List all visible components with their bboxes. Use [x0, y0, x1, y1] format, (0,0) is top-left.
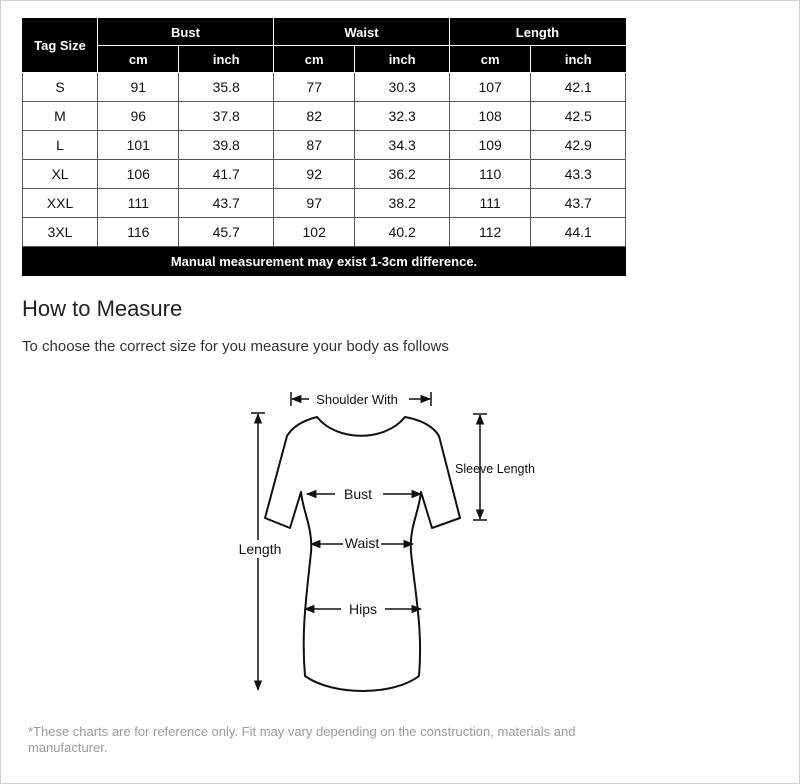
table-cell: 92 [273, 160, 354, 189]
header-tag-size: Tag Size [23, 19, 98, 73]
header-length: Length [449, 19, 625, 46]
table-cell: 87 [273, 131, 354, 160]
table-cell: 108 [449, 102, 530, 131]
table-cell: 34.3 [355, 131, 449, 160]
table-row [23, 131, 626, 160]
size-label-cell: 3XL [23, 218, 98, 247]
bust-label: Bust [343, 486, 373, 502]
table-cell: 43.3 [531, 160, 626, 189]
table-cell: 82 [273, 102, 354, 131]
table-body [23, 73, 626, 247]
header-bust: Bust [98, 19, 274, 46]
table-header-row [23, 19, 626, 46]
table-cell: 96 [98, 102, 179, 131]
table-cell: 102 [273, 218, 354, 247]
table-cell: 43.7 [531, 189, 626, 218]
unit-cell: inch [179, 46, 273, 73]
table-cell: 111 [449, 189, 530, 218]
table-note-row [23, 247, 626, 276]
size-label-cell: XL [23, 160, 98, 189]
measurement-note: Manual measurement may exist 1-3cm difference. [23, 247, 626, 276]
table-cell: 38.2 [355, 189, 449, 218]
unit-cell: cm [273, 46, 354, 73]
hips-label: Hips [348, 601, 378, 617]
table-cell: 112 [449, 218, 530, 247]
table-row [23, 73, 626, 102]
table-cell: 40.2 [355, 218, 449, 247]
table-cell: 110 [449, 160, 530, 189]
table-cell: 44.1 [531, 218, 626, 247]
unit-cell: inch [531, 46, 626, 73]
table-row [23, 102, 626, 131]
how-to-measure-intro: To choose the correct size for you measure your body as follows [22, 338, 449, 355]
table-cell: 101 [98, 131, 179, 160]
table-cell: 107 [449, 73, 530, 102]
table-cell: 42.1 [531, 73, 626, 102]
table-cell: 30.3 [355, 73, 449, 102]
table-cell: 43.7 [179, 189, 273, 218]
unit-cell: cm [449, 46, 530, 73]
table-cell: 35.8 [179, 73, 273, 102]
table-unit-row [23, 46, 626, 73]
table-row [23, 218, 626, 247]
table-cell: 77 [273, 73, 354, 102]
table-cell: 45.7 [179, 218, 273, 247]
size-label-cell: XXL [23, 189, 98, 218]
table-cell: 37.8 [179, 102, 273, 131]
sleeve-length-label: Sleeve Length [455, 462, 535, 476]
table-cell: 111 [98, 189, 179, 218]
header-waist: Waist [273, 19, 449, 46]
table-cell: 91 [98, 73, 179, 102]
table-cell: 41.7 [179, 160, 273, 189]
length-label: Length [238, 541, 282, 557]
dress-outline [265, 417, 460, 691]
table-cell: 97 [273, 189, 354, 218]
how-to-measure-title: How to Measure [22, 296, 183, 321]
table-cell: 109 [449, 131, 530, 160]
size-chart-table [22, 18, 626, 276]
table-cell: 42.5 [531, 102, 626, 131]
table-cell: 32.3 [355, 102, 449, 131]
reference-footnote: *These charts are for reference only. Fit may vary depending on the construction, materials and manufacturer. [28, 724, 576, 755]
table-cell: 42.9 [531, 131, 626, 160]
size-label-cell: L [23, 131, 98, 160]
table-cell: 39.8 [179, 131, 273, 160]
size-label-cell: S [23, 73, 98, 102]
dress-measurement-diagram [225, 380, 545, 700]
waist-label: Waist [344, 535, 380, 551]
table-row [23, 189, 626, 218]
table-cell: 116 [98, 218, 179, 247]
table-cell: 36.2 [355, 160, 449, 189]
unit-cell: inch [355, 46, 449, 73]
size-label-cell: M [23, 102, 98, 131]
unit-cell: cm [98, 46, 179, 73]
table-row [23, 160, 626, 189]
table-cell: 106 [98, 160, 179, 189]
shoulder-width-label: Shoulder With [316, 392, 398, 407]
